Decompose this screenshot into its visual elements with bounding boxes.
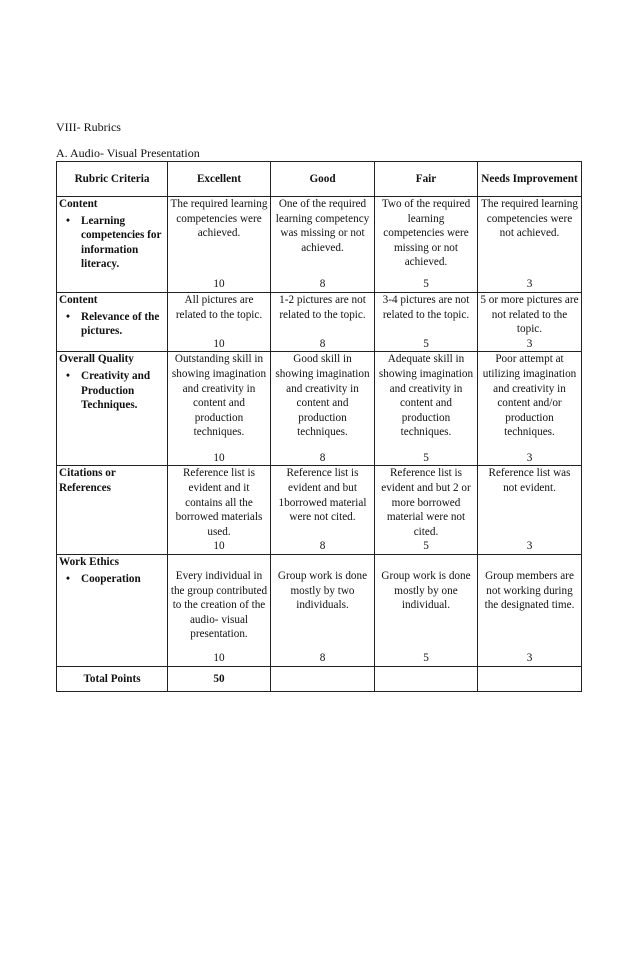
cell-score: 3 bbox=[526, 451, 533, 464]
cell-score: 5 bbox=[423, 540, 429, 553]
criteria-item-text: Learning competencies for information literacy. bbox=[81, 214, 162, 271]
cell-description: Reference list is evident and but 2 or more borrowed material were not cited. bbox=[381, 467, 471, 538]
rubric-table bbox=[56, 161, 582, 692]
cell-score: 5 bbox=[423, 337, 429, 350]
header-row bbox=[57, 162, 582, 197]
rubric-cell bbox=[375, 197, 478, 293]
rubric-cell bbox=[271, 466, 375, 555]
total-value: 50 bbox=[168, 666, 271, 691]
cell-score: 5 bbox=[423, 278, 429, 291]
table-row bbox=[57, 197, 582, 293]
empty-cell bbox=[478, 666, 582, 691]
cell-description: Good skill in showing imagination and creativity in content and production techniques. bbox=[275, 353, 370, 439]
empty-cell bbox=[271, 666, 375, 691]
rubric-cell bbox=[168, 554, 271, 666]
bullet-icon: • bbox=[66, 572, 70, 585]
criteria-title: Content bbox=[59, 198, 98, 210]
criteria-title: Work Ethics bbox=[59, 555, 119, 568]
rubric-cell bbox=[168, 293, 271, 352]
cell-description: Two of the required learning competencies were missing or not achieved. bbox=[381, 198, 471, 269]
bullet-icon: • bbox=[66, 214, 70, 227]
criteria-item bbox=[59, 369, 165, 413]
header-rubric-criteria: Rubric Criteria bbox=[57, 162, 168, 197]
criteria-cell bbox=[57, 352, 168, 466]
rubric-cell bbox=[271, 352, 375, 466]
cell-score: 8 bbox=[319, 652, 326, 665]
cell-description: Every individual in the group contributed to the creation of the audio- visual presentation. bbox=[170, 569, 268, 641]
empty-cell bbox=[375, 666, 478, 691]
cell-description: Group members are not working during the designated time. bbox=[484, 569, 575, 612]
rubric-cell bbox=[375, 293, 478, 352]
cell-description: All pictures are related to the topic. bbox=[175, 294, 263, 321]
cell-description: Group work is done mostly by one individual. bbox=[381, 569, 471, 612]
criteria-item-text: Relevance of the pictures. bbox=[81, 310, 160, 338]
criteria-cell bbox=[57, 466, 168, 555]
cell-description: Adequate skill in showing imagination and creativity in content and production techniques. bbox=[378, 353, 474, 439]
section-heading: VIII- Rubrics bbox=[56, 120, 121, 134]
header-needs-improvement: Needs Improvement bbox=[478, 162, 582, 197]
rubric-cell bbox=[168, 197, 271, 293]
bullet-icon: • bbox=[66, 310, 70, 323]
criteria-cell bbox=[57, 554, 168, 666]
criteria-cell bbox=[57, 197, 168, 293]
cell-description: Outstanding skill in showing imagination and creativity in content and production techniques. bbox=[171, 353, 267, 439]
rubric-cell bbox=[168, 352, 271, 466]
rubric-cell bbox=[375, 352, 478, 466]
rubric-cell bbox=[168, 466, 271, 555]
rubric-cell bbox=[478, 554, 582, 666]
cell-score: 10 bbox=[213, 337, 225, 350]
cell-score: 8 bbox=[319, 540, 326, 553]
criteria-item-text: Cooperation bbox=[81, 572, 141, 585]
rubric-cell bbox=[375, 554, 478, 666]
rubric-cell bbox=[271, 293, 375, 352]
table-caption: A. Audio- Visual Presentation bbox=[56, 146, 200, 160]
criteria-item bbox=[59, 572, 165, 587]
cell-score: 8 bbox=[319, 278, 326, 291]
rubric-cell bbox=[271, 554, 375, 666]
rubric-cell bbox=[478, 466, 582, 555]
cell-score: 10 bbox=[213, 278, 225, 291]
cell-description: The required learning competencies were achieved. bbox=[170, 198, 268, 240]
cell-score: 3 bbox=[526, 540, 533, 553]
rubric-cell bbox=[375, 466, 478, 555]
cell-score: 10 bbox=[213, 652, 225, 665]
cell-description: Reference list was not evident. bbox=[488, 467, 571, 494]
cell-score: 8 bbox=[319, 451, 326, 464]
header-fair: Fair bbox=[375, 162, 478, 197]
cell-score: 3 bbox=[526, 337, 533, 350]
cell-score: 10 bbox=[213, 540, 225, 553]
cell-description: 3-4 pictures are not related to the topic. bbox=[382, 294, 470, 321]
criteria-title: Citations or References bbox=[59, 467, 116, 494]
table-row bbox=[57, 352, 582, 466]
criteria-title: Overall Quality bbox=[59, 353, 134, 366]
cell-description: 1-2 pictures are not related to the topic. bbox=[279, 294, 366, 321]
table-row bbox=[57, 293, 582, 352]
rubric-cell bbox=[478, 197, 582, 293]
cell-score: 10 bbox=[213, 451, 225, 464]
cell-score: 5 bbox=[423, 652, 429, 665]
bullet-icon: • bbox=[66, 369, 70, 382]
cell-score: 5 bbox=[423, 451, 429, 464]
table-row bbox=[57, 466, 582, 555]
cell-score: 3 bbox=[526, 278, 533, 291]
cell-description: Group work is done mostly by two individuals. bbox=[277, 569, 368, 612]
header-good: Good bbox=[271, 162, 375, 197]
criteria-title: Content bbox=[59, 294, 98, 306]
cell-score: 8 bbox=[319, 337, 326, 350]
criteria-item-text: Creativity and Production Techniques. bbox=[81, 369, 151, 412]
criteria-item bbox=[59, 310, 165, 339]
cell-description: Poor attempt at utilizing imagination and creativity in content and/or production techniques. bbox=[482, 353, 577, 439]
header-excellent: Excellent bbox=[168, 162, 271, 197]
table-row bbox=[57, 554, 582, 666]
rubric-cell bbox=[271, 197, 375, 293]
total-row bbox=[57, 666, 582, 691]
cell-description: 5 or more pictures are not related to the topic. bbox=[480, 294, 579, 336]
criteria-cell bbox=[57, 293, 168, 352]
rubric-cell bbox=[478, 293, 582, 352]
rubric-cell bbox=[478, 352, 582, 466]
cell-description: One of the required learning competency was missing or not achieved. bbox=[275, 198, 370, 254]
cell-score: 3 bbox=[526, 652, 533, 665]
cell-description: Reference list is evident and it contains all the borrowed materials used. bbox=[175, 467, 263, 538]
cell-description: Reference list is evident and but 1borrowed material were not cited. bbox=[278, 467, 367, 524]
total-label: Total Points bbox=[57, 666, 168, 691]
cell-description: The required learning competencies were not achieved. bbox=[481, 198, 578, 240]
criteria-item bbox=[59, 214, 165, 272]
